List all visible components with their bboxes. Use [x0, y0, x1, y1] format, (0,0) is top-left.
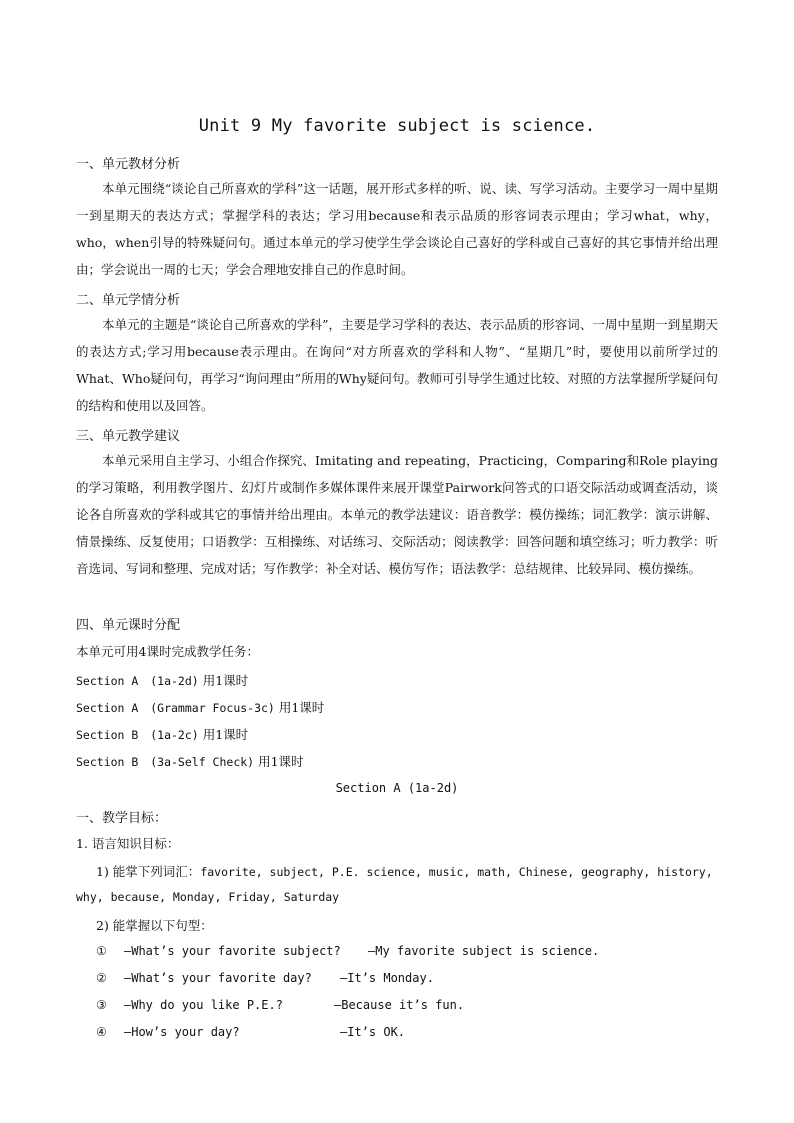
allocation-range: (Grammar Focus-3c) [150, 701, 275, 715]
sentence-question: —What’s your favorite subject? [124, 944, 341, 958]
heading-lesson-allocation: 四、单元课时分配 [76, 618, 181, 633]
allocation-section: Section A [76, 674, 139, 688]
vocab-label: 1) 能掌下列词汇： [96, 864, 201, 879]
sentence-answer: —It’s Monday. [340, 971, 434, 985]
allocation-range: (1a-2d) [150, 674, 199, 688]
patterns-label: 2) 能掌握以下句型： [96, 918, 213, 933]
item-number: ① [96, 944, 107, 958]
allocation-row [76, 725, 248, 743]
allocation-time: 用1课时 [258, 754, 304, 769]
allocation-range: (3a-Self Check) [150, 755, 255, 769]
item-number: ④ [96, 1025, 107, 1039]
subheading-language-knowledge: 1. 语言知识目标： [76, 836, 180, 851]
sentence-question: —How’s your day? [124, 1025, 240, 1039]
allocation-intro: 本单元可用4课时完成教学任务： [76, 644, 259, 659]
allocation-row [76, 698, 324, 716]
allocation-time: 用1课时 [202, 727, 249, 742]
vocab-words: favorite, subject, P.E. science, music, math, Chinese, geography, history, [200, 865, 713, 879]
allocation-time: 用1课时 [202, 673, 249, 688]
sentence-pattern [96, 944, 599, 958]
allocation-row [76, 752, 304, 770]
paragraph-textbook-analysis: 本单元围绕“谈论自己所喜欢的学科”这一话题，展开形式多样的听、说、读、写学习活动。主要学习一周中星期一到星期天的表达方式；掌握学科的表达；学习用because和表示品质的形容词表示理由；学习what，why，who，when引导的特殊疑问句。通过本单元的学习使学生学会谈论自己喜好的学科或自己喜好的其它事情并给出理由；学会说出一周的七天；学会合理地安排自己的作息时间。 [76, 181, 718, 277]
heading-teaching-goals: 一、教学目标： [76, 811, 168, 826]
vocab-words-continued: why, because, Monday, Friday, Saturday [76, 890, 340, 904]
paragraph-teaching-suggestions: 本单元采用自主学习、小组合作探究、Imitating and repeating，Practicing，Comparing和Role playing的学习策略，利用教学图片、幻灯片或制作多媒体课件来展开课堂Pairwork问答式的口语交际活动或调查活动，谈论各自所喜欢的学科或其它的事情并给出理由。本单元的教学法建议：语音教学：模仿操练；词汇教学：演示讲解、情景操练、反复使用；口语教学：互相操练、对话练习、交际活动；阅读教学：回答问题和填空练习；听力教学：听音选词、写词和整理、完成对话；写作教学：补全对话、模仿写作；语法教学：总结规律、比较异同、模仿操练。 [76, 453, 718, 576]
sentence-answer: —Because it’s fun. [334, 998, 465, 1012]
sentence-answer: —It’s OK. [340, 1025, 406, 1039]
sentence-question: —What’s your favorite day? [124, 971, 312, 985]
item-number: ③ [96, 998, 107, 1012]
vocab-line [96, 862, 713, 880]
heading-textbook-analysis: 一、单元教材分析 [76, 157, 181, 172]
allocation-range: (1a-2c) [150, 728, 199, 742]
sentence-pattern [96, 1025, 405, 1039]
page-title: Unit 9 My favorite subject is science. [198, 116, 596, 136]
sentence-pattern [96, 998, 464, 1012]
section-title: Section A (1a-2d) [335, 781, 459, 795]
heading-teaching-suggestions: 三、单元教学建议 [76, 429, 181, 444]
allocation-time: 用1课时 [278, 700, 325, 715]
allocation-row [76, 671, 248, 689]
allocation-section: Section B [76, 728, 139, 742]
allocation-section: Section A [76, 701, 139, 715]
allocation-section: Section B [76, 755, 139, 769]
sentence-question: —Why do you like P.E.? [124, 998, 283, 1012]
sentence-pattern [96, 971, 434, 985]
sentence-answer: —My favorite subject is science. [368, 944, 600, 958]
heading-student-analysis: 二、单元学情分析 [76, 293, 181, 308]
item-number: ② [96, 971, 107, 985]
paragraph-student-analysis: 本单元的主题是“谈论自己所喜欢的学科”，主要是学习学科的表达、表示品质的形容词、一周中星期一到星期天的表达方式;学习用because表示理由。在询问“对方所喜欢的学科和人物”、“星期几”时，要使用以前所学过的What、Who疑问句，再学习“询问理由”所用的Why疑问句。教师可引导学生通过比较、对照的方法掌握所学疑问句的结构和使用以及回答。 [76, 317, 718, 413]
